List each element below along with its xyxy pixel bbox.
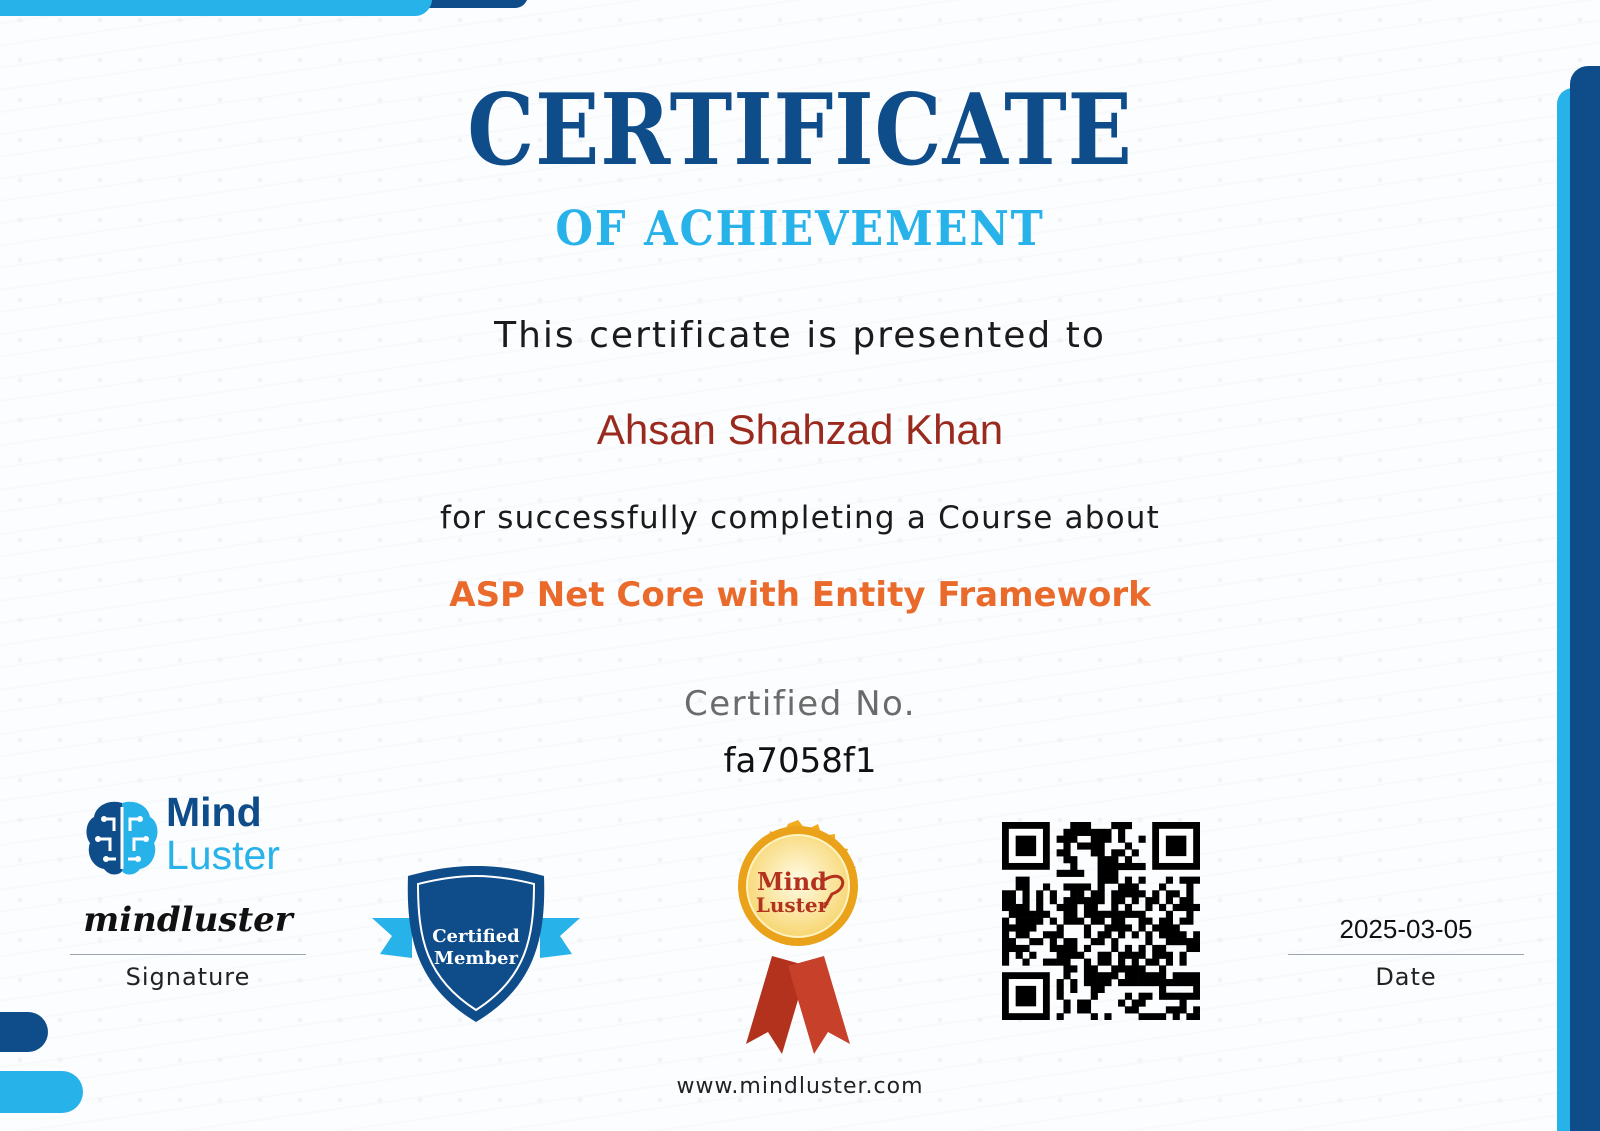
top-light-bar	[0, 0, 432, 16]
date-value: 2025-03-05	[1339, 914, 1473, 944]
left-dark-bar	[0, 1012, 48, 1052]
seal-line1: Mind	[757, 867, 827, 896]
logo-line-luster: Luster	[166, 832, 280, 878]
certified-no-label: Certified No.	[683, 684, 917, 724]
signature-script: mindluster	[83, 900, 293, 940]
shield-ribbon-icon	[370, 866, 582, 1026]
logo-text	[166, 789, 280, 878]
course-name: ASP Net Core with Entity Framework	[449, 575, 1151, 615]
signature-line	[70, 954, 306, 955]
badge-line1: Certified	[432, 926, 520, 947]
certified-no: fa7058f1	[723, 741, 877, 781]
recipient-name: Ahsan Shahzad Khan	[596, 406, 1004, 453]
gold-seal-icon	[712, 816, 884, 1060]
logo-line-mind: Mind	[166, 789, 262, 835]
badge-line2: Member	[434, 948, 518, 969]
presented-text: This certificate is presented to	[494, 315, 1106, 356]
date-line	[1288, 954, 1524, 955]
qr-code-icon	[1002, 822, 1200, 1020]
signature-label: Signature	[125, 963, 251, 991]
certificate-subtitle: OF ACHIEVEMENT	[555, 201, 1045, 257]
completing-text: for successfully completing a Course about	[439, 500, 1161, 536]
website-url: www.mindluster.com	[676, 1074, 924, 1099]
date-label: Date	[1375, 963, 1437, 991]
seal-line2: Luster	[755, 893, 829, 917]
certificate-title: CERTIFICATE	[467, 73, 1133, 188]
brain-circuit-icon	[84, 797, 160, 877]
